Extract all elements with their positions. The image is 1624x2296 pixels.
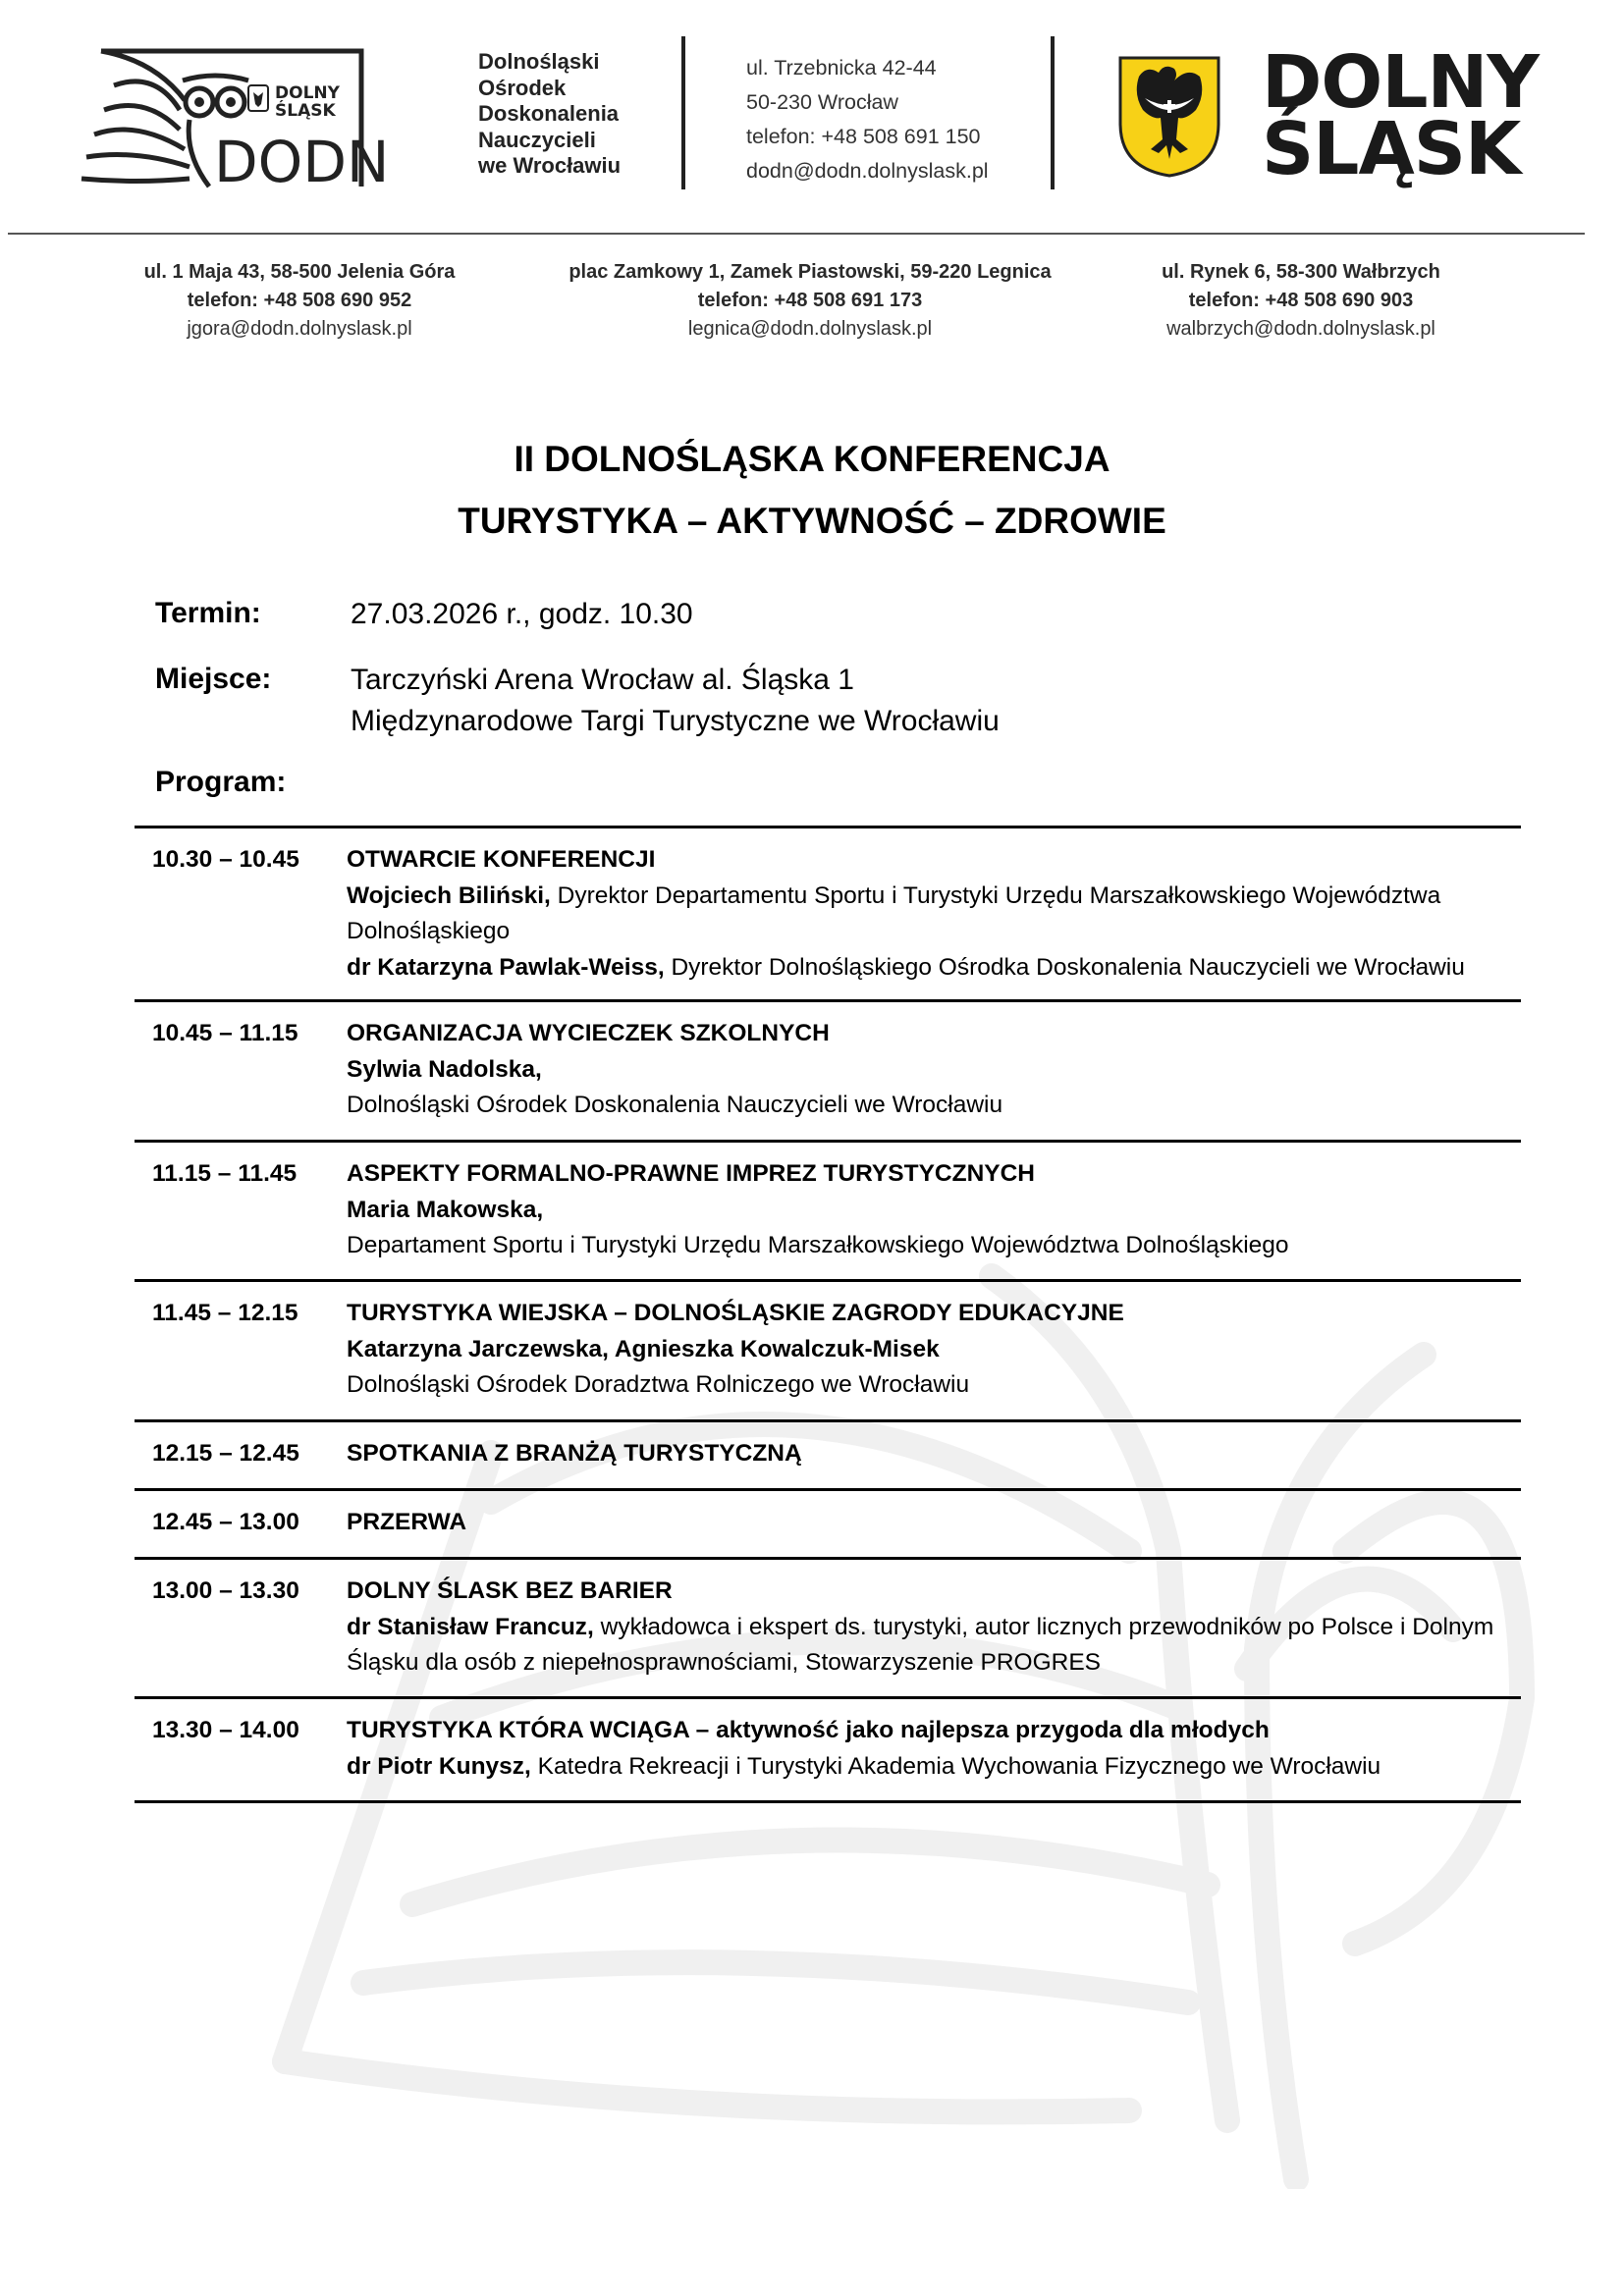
branch-address: plac Zamkowy 1, Zamek Piastowski, 59-220 Legnica — [568, 261, 1052, 283]
branch-email[interactable]: walbrzych@dodn.dolnyslask.pl — [1166, 318, 1435, 340]
session-details — [347, 1436, 1505, 1472]
table-rule — [135, 1279, 1521, 1282]
table-rule — [135, 1419, 1521, 1422]
session-title: SPOTKANIA Z BRANŻĄ TURYSTYCZNĄ — [347, 1440, 802, 1467]
speaker-name: Katarzyna Jarczewska, Agnieszka Kowalczuk-Misek — [347, 1335, 940, 1362]
main-address-city: 50-230 Wrocław — [746, 90, 898, 114]
miejsce-label: Miejsce: — [155, 663, 272, 695]
table-rule — [135, 1140, 1521, 1143]
lower-silesia-wordmark — [1262, 40, 1540, 191]
branch-walbrzych — [1119, 258, 1483, 344]
miejsce-line: Tarczyński Arena Wrocław al. Śląska 1 — [351, 664, 854, 696]
session-time: 12.15 – 12.45 — [152, 1440, 299, 1467]
speaker-role: Dyrektor Dolnośląskiego Ośrodka Doskonalenia Nauczycieli we Wrocławiu — [664, 953, 1465, 981]
branch-phone: telefon: +48 508 690 903 — [1188, 290, 1414, 311]
branch-jelenia-gora — [108, 258, 491, 344]
main-office-contact — [746, 51, 989, 188]
table-rule — [135, 999, 1521, 1002]
session-details — [347, 1156, 1505, 1264]
header-divider — [1051, 36, 1055, 189]
lower-silesia-wordmark-line2: ŚLĄSK — [1262, 107, 1521, 191]
speaker-name: dr Stanisław Francuz, — [347, 1613, 594, 1640]
table-rule — [135, 1488, 1521, 1491]
speaker-name: Wojciech Biliński, — [347, 881, 551, 909]
main-address-street: ul. Trzebnicka 42-44 — [746, 56, 937, 80]
dodn-badge-line1: DOLNY — [275, 83, 340, 103]
speaker-name: Sylwia Nadolska, — [347, 1055, 542, 1083]
session-title: TURYSTYKA WIEJSKA – DOLNOŚLĄSKIE ZAGRODY EDUKACYJNE — [347, 1300, 1124, 1326]
header-divider — [681, 36, 685, 189]
table-rule — [135, 1800, 1521, 1803]
dodn-name-line: Nauczycieli — [478, 127, 596, 152]
session-details — [347, 1016, 1505, 1124]
dodn-name-line: we Wrocławiu — [478, 153, 622, 178]
session-title-line — [347, 1713, 1505, 1749]
branch-address: ul. 1 Maja 43, 58-500 Jelenia Góra — [143, 261, 456, 283]
session-title: ORGANIZACJA WYCIECZEK SZKOLNYCH — [347, 1020, 830, 1046]
session-details — [347, 1505, 1505, 1541]
dodn-name-line: Dolnośląski — [478, 49, 600, 74]
session-time: 13.00 – 13.30 — [152, 1577, 299, 1604]
conference-title: II DOLNOŚLĄSKA KONFERENCJA — [514, 439, 1110, 479]
termin-value: 27.03.2026 r., godz. 10.30 — [351, 598, 693, 630]
session-title: OTWARCIE KONFERENCJI — [347, 846, 656, 873]
table-rule — [135, 826, 1521, 828]
branch-phone: telefon: +48 508 690 952 — [187, 290, 412, 311]
conference-subtitle: TURYSTYKA – AKTYWNOŚĆ – ZDROWIE — [458, 501, 1166, 541]
miejsce-value — [351, 660, 1000, 742]
session-time: 10.30 – 10.45 — [152, 846, 299, 873]
dodn-name-line: Doskonalenia — [478, 101, 620, 126]
session-title: ASPEKTY FORMALNO-PRAWNE IMPREZ TURYSTYCZNYCH — [347, 1160, 1035, 1187]
session-details — [347, 1296, 1505, 1404]
table-rule — [135, 1557, 1521, 1560]
session-title: PRZERWA — [347, 1509, 467, 1535]
session-title-suffix: – aktywność jako najlepsza przygoda dla młodych — [688, 1717, 1270, 1743]
speaker — [347, 1749, 1505, 1786]
speaker-name: dr Piotr Kunysz, — [347, 1752, 531, 1780]
branch-legnica — [530, 258, 1090, 344]
main-phone: telefon: +48 508 691 150 — [746, 125, 981, 148]
main-email[interactable]: dodn@dodn.dolnyslask.pl — [746, 159, 989, 183]
session-time: 13.30 – 14.00 — [152, 1717, 299, 1743]
dodn-name-line: Ośrodek — [478, 75, 567, 100]
dodn-full-name — [478, 49, 621, 180]
session-time: 12.45 – 13.00 — [152, 1509, 299, 1535]
dodn-logo — [77, 41, 450, 188]
dodn-badge-line2: ŚLĄSK — [275, 101, 336, 121]
speaker — [347, 879, 1505, 950]
speaker-role: Dolnośląski Ośrodek Doradztwa Rolniczego we Wrocławiu — [347, 1371, 970, 1398]
dodn-wordmark: DODN — [214, 129, 390, 188]
speaker-role: Katedra Rekreacji i Turystyki Akademia Wychowania Fizycznego we Wrocławiu — [530, 1752, 1381, 1780]
session-title: DOLNY ŚLASK BEZ BARIER — [347, 1577, 673, 1604]
speaker-name: Maria Makowska, — [347, 1196, 544, 1223]
branch-email[interactable]: legnica@dodn.dolnyslask.pl — [687, 318, 933, 340]
speaker-role: wykładowca i ekspert ds. turystyki, autor licznych przewodników po Polsce i Dolnym Śląsku dla osób z niepełnosprawnościami, Stowarzyszenie PROGRES — [347, 1613, 1494, 1676]
session-time: 11.15 – 11.45 — [152, 1160, 298, 1187]
speaker — [347, 1610, 1505, 1682]
lower-silesia-wordmark-line1: DOLNY — [1262, 40, 1540, 125]
session-details — [347, 1713, 1505, 1785]
branch-address: ul. Rynek 6, 58-300 Wałbrzych — [1162, 261, 1440, 283]
session-time: 11.45 – 12.15 — [152, 1300, 298, 1326]
program-label: Program: — [155, 766, 287, 798]
session-title: TURYSTYKA KTÓRA WCIĄGA — [347, 1717, 689, 1743]
speaker-role: Dolnośląski Ośrodek Doskonalenia Nauczycieli we Wrocławiu — [347, 1092, 1003, 1118]
miejsce-line: Międzynarodowe Targi Turystyczne we Wrocławiu — [351, 705, 1000, 737]
branch-phone: telefon: +48 508 691 173 — [697, 290, 923, 311]
session-details — [347, 1574, 1505, 1682]
termin-label: Termin: — [155, 597, 261, 629]
speaker — [347, 950, 1505, 987]
speaker-role: Dyrektor Departamentu Sportu i Turystyki Urzędu Marszałkowskiego Województwa Dolnośląskiego — [347, 881, 1441, 944]
table-rule — [135, 1696, 1521, 1699]
branch-email[interactable]: jgora@dodn.dolnyslask.pl — [187, 318, 412, 340]
session-time: 10.45 – 11.15 — [152, 1020, 298, 1046]
speaker-role: Departament Sportu i Turystyki Urzędu Marszałkowskiego Województwa Dolnośląskiego — [347, 1232, 1289, 1258]
speaker-name: dr Katarzyna Pawlak-Weiss, — [347, 953, 665, 981]
header-rule — [8, 233, 1585, 235]
lower-silesia-crest-icon — [1117, 55, 1221, 179]
session-details — [347, 842, 1505, 986]
